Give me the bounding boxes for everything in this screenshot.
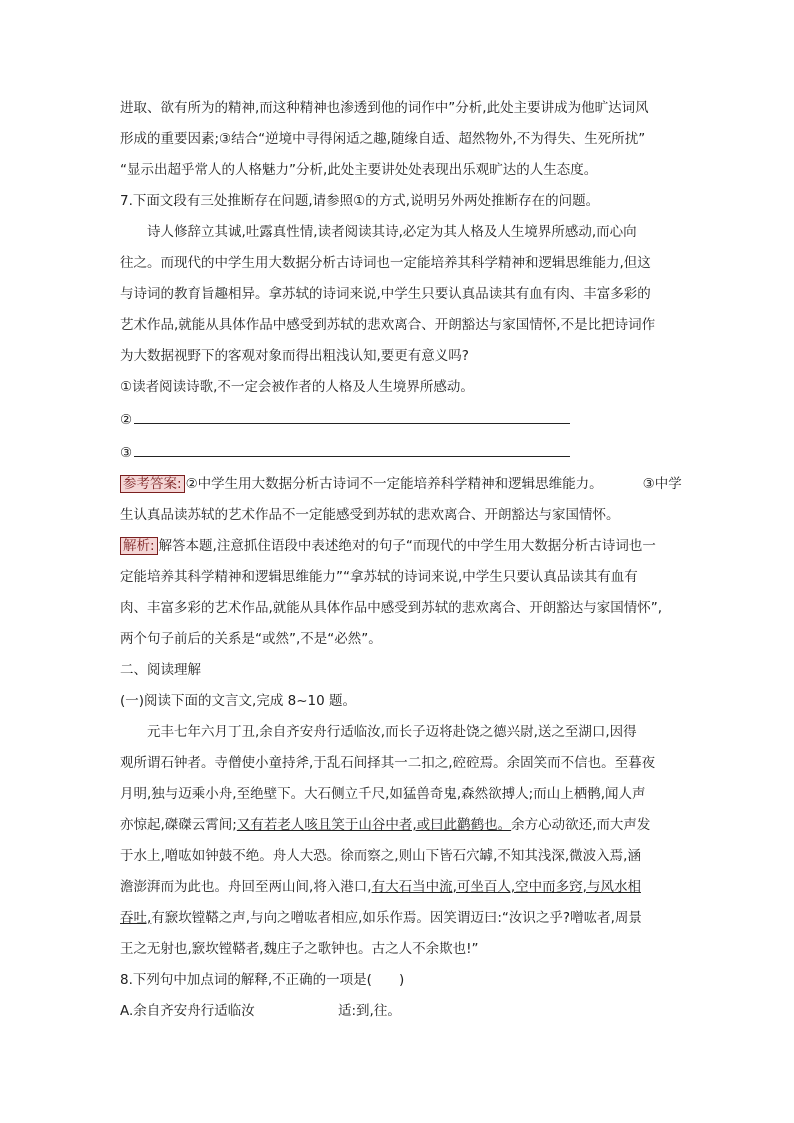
option-a[interactable] bbox=[120, 996, 680, 1027]
underlined-sentence: 又有若老人咳且笑于山谷中者,或曰此鹳鹤也。 bbox=[236, 817, 512, 833]
passage-line: 诗人修辞立其诚,吐露真性情,读者阅读其诗,必定为其人格及人生境界所感动,而心向 bbox=[147, 224, 637, 240]
analysis-tag: 解析: bbox=[120, 537, 158, 555]
answer-blank-3[interactable] bbox=[120, 436, 680, 469]
blank-label: ③ bbox=[120, 445, 133, 461]
answer-text: ②中学生用大数据分析古诗词不一定能培养科学精神和逻辑思维能力。 bbox=[185, 476, 603, 492]
classical-text-line: 于水上,噌吰如钟鼓不绝。舟人大恐。徐而察之,则山下皆石穴罅,不知其浅深,微波入焉,涵 bbox=[120, 848, 641, 864]
underlined-sentence: 有大石当中流,可坐百人,空中而多窍,与风水相 bbox=[371, 879, 641, 895]
answer-text: 生认真品读苏轼的艺术作品不一定能感受到苏轼的悲欢离合、开朗豁达与家国情怀。 bbox=[120, 507, 620, 523]
intro-line: 形成的重要因素;③结合“逆境中寻得闲适之趣,随缘自适、超然物外,不为得失、生死所扰” bbox=[120, 131, 646, 147]
classical-text-line bbox=[120, 872, 680, 903]
question-8-prompt: 8.下列句中加点词的解释,不正确的一项是( ) bbox=[120, 972, 405, 988]
analysis-text: 定能培养其科学精神和逻辑思维能力”“拿苏轼的诗词来说,中学生只要认真品读其有血有 bbox=[120, 569, 638, 585]
passage-line: 为大数据视野下的客观对象而得出粗浅认知,要更有意义吗? bbox=[120, 348, 469, 364]
answer-blank-2[interactable] bbox=[120, 403, 680, 436]
example-answer: ①读者阅读诗歌,不一定会被作者的人格及人生境界所感动。 bbox=[120, 379, 474, 395]
option-a-gloss: 适:到,往。 bbox=[338, 1003, 401, 1019]
text-segment: 亦惊起,磔磔云霄间; bbox=[120, 817, 237, 833]
fill-line[interactable] bbox=[134, 403, 570, 424]
blank-label: ② bbox=[120, 412, 133, 428]
passage-line: 与诗词的教育旨趣相异。拿苏轼的诗词来说,中学生只要认真品读其有血有肉、丰富多彩的 bbox=[120, 286, 651, 302]
classical-text-line bbox=[120, 810, 680, 841]
classical-text-line: 月明,独与迈乘小舟,至绝壁下。大石侧立千尺,如猛兽奇鬼,森然欲搏人;而山上栖鹘,闻人声 bbox=[120, 786, 646, 802]
reference-answer bbox=[120, 469, 680, 500]
section-heading: 二、阅读理解 bbox=[120, 662, 201, 678]
passage-line: 艺术作品,就能从具体作品中感受到苏轼的悲欢离合、开朗豁达与家国情怀,不是比把诗词作 bbox=[120, 317, 656, 333]
analysis-text: 解答本题,注意抓住语段中表述绝对的句子“而现代的中学生用大数据分析古诗词也一 bbox=[158, 538, 656, 554]
question-7-prompt: 7.下面文段有三处推断存在问题,请参照①的方式,说明另外两处推断存在的问题。 bbox=[120, 193, 600, 209]
analysis bbox=[120, 531, 680, 562]
fill-line[interactable] bbox=[134, 436, 570, 457]
answer-tag: 参考答案: bbox=[120, 475, 185, 493]
text-segment: 澹澎湃而为此也。舟回至两山间,将入港口, bbox=[120, 879, 372, 895]
classical-text-line: 王之无射也,窾坎镗鞳者,魏庄子之歌钟也。古之人不余欺也!” bbox=[120, 941, 479, 957]
analysis-text: 肉、丰富多彩的艺术作品,就能从具体作品中感受到苏轼的悲欢离合、开朗豁达与家国情怀”, bbox=[120, 600, 663, 616]
text-segment: 余方心动欲还,而大声发 bbox=[511, 817, 651, 833]
analysis-text: 两个句子前后的关系是“或然”,不是“必然”。 bbox=[120, 631, 382, 647]
classical-text-line: 观所谓石钟者。寺僧使小童持斧,于乱石间择其一二扣之,硿硿焉。余固笑而不信也。至暮夜 bbox=[120, 755, 656, 771]
passage-line: 往之。而现代的中学生用大数据分析古诗词也一定能培养其科学精神和逻辑思维能力,但这 bbox=[120, 255, 651, 271]
intro-line: “显示出超乎常人的人格魅力”分析,此处主要讲处处表现出乐观旷达的人生态度。 bbox=[120, 162, 598, 178]
classical-text-line bbox=[120, 903, 680, 934]
document-page bbox=[120, 93, 680, 1027]
underlined-sentence: 吞吐, bbox=[120, 910, 152, 926]
section-subheading: (一)阅读下面的文言文,完成 8~10 题。 bbox=[120, 693, 356, 709]
answer-text: ③中学 bbox=[642, 476, 682, 492]
intro-line: 进取、欲有所为的精神,而这种精神也渗透到他的词作中”分析,此处主要讲成为他旷达词风 bbox=[120, 100, 649, 116]
classical-text-line: 元丰七年六月丁丑,余自齐安舟行适临汝,而长子迈将赴饶之德兴尉,送之至湖口,因得 bbox=[147, 724, 637, 740]
option-a-text: A.余自齐安舟行适临汝 bbox=[120, 1003, 255, 1019]
text-segment: 有窾坎镗鞳之声,与向之噌吰者相应,如乐作焉。因笑谓迈曰:“汝识之乎?噌吰者,周景 bbox=[151, 910, 642, 926]
